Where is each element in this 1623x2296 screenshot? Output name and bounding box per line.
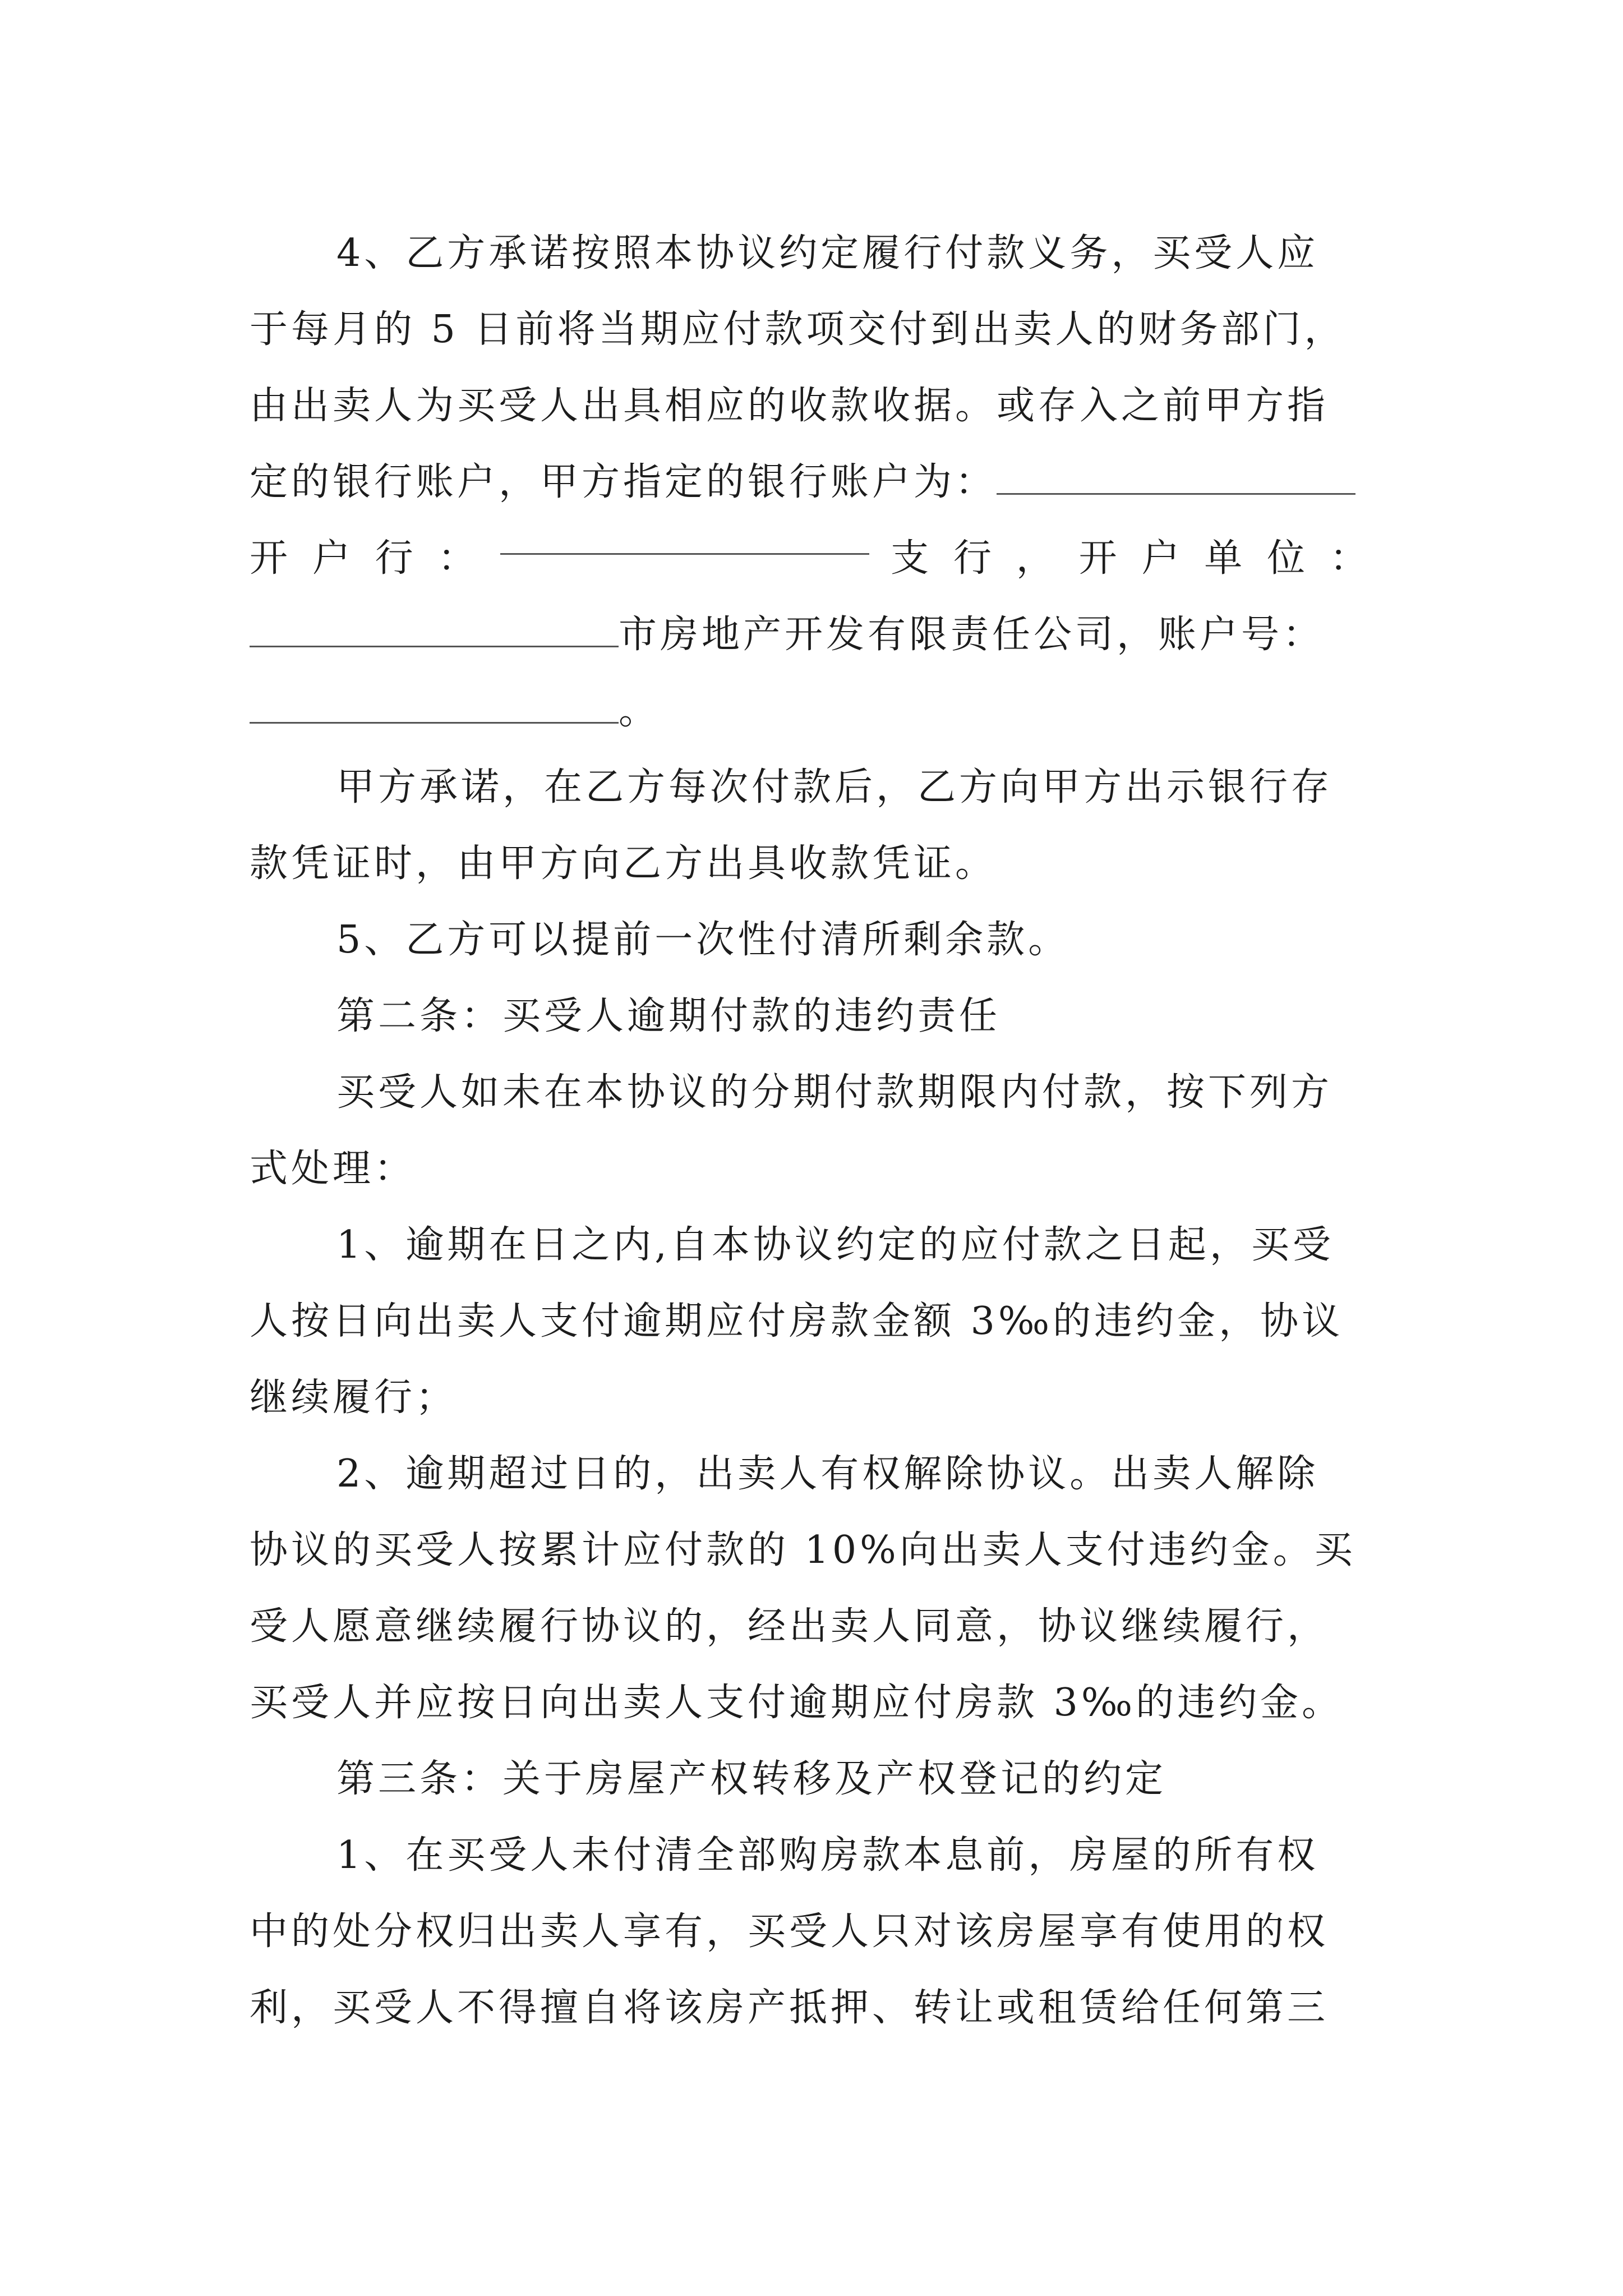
clause-4-line-3: 由出卖人为买受人出具相应的收款收据。或存入之前甲方指 (250, 384, 1329, 428)
char-hu: 户 (312, 536, 354, 581)
clause-4-line-1: 4、乙方承诺按照本协议约定履行付款义务，买受人应 (336, 231, 1319, 275)
article-2-heading: 第二条：买受人逾期付款的违约责任 (336, 994, 1001, 1038)
article-2-item-2-line-2: 协议的买受人按累计应付款的 10%向出卖人支付违约金。买 (250, 1528, 1356, 1572)
account-unit-blank (250, 613, 619, 647)
char-kai-2: 开 (1078, 536, 1121, 581)
clause-4-line-2: 于每月的 5 日前将当期应付款项交付到出卖人的财务部门， (250, 307, 1346, 352)
bank-branch-blank (500, 521, 869, 555)
clause-4-line-4 (250, 444, 1371, 521)
article-2-item-2-line-4: 买受人并应按日向出卖人支付逾期应付房款 3‰的违约金。 (250, 1681, 1344, 1725)
article-3-item-1-line-3: 利，买受人不得擅自将该房产抵押、转让或租赁给任何第三 (250, 1986, 1329, 2030)
article-2-intro-line-2: 式处理： (250, 1147, 416, 1191)
account-number-line (250, 673, 1371, 749)
party-a-promise-line-2: 款凭证时，由甲方向乙方出具收款凭证。 (250, 841, 997, 886)
party-a-promise-line-1: 甲方承诺，在乙方每次付款后，乙方向甲方出示银行存 (336, 765, 1333, 809)
contract-body (250, 215, 1371, 2046)
bank-branch-line (250, 521, 1371, 597)
char-hu-2: 户 (1141, 536, 1183, 581)
char-comma: ， (1016, 536, 1058, 581)
article-2-item-2-line-1: 2、逾期超过日的，出卖人有权解除协议。出卖人解除 (336, 1452, 1319, 1496)
char-zhi: 支 (891, 536, 933, 581)
account-unit-line (250, 597, 1371, 673)
char-colon: ： (437, 536, 479, 581)
article-2-item-1-line-2: 人按日向出卖人支付逾期应付房款金额 3‰的违约金，协议 (250, 1299, 1344, 1343)
period-mark: 。 (619, 689, 661, 733)
article-2-item-2-line-3: 受人愿意继续履行协议的，经出卖人同意，协议继续履行， (250, 1604, 1329, 1649)
article-3-item-1-line-1: 1、在买受人未付清全部购房款本息前，房屋的所有权 (336, 1833, 1319, 1878)
char-hang: 行 (375, 536, 417, 581)
account-number-blank (997, 461, 1355, 495)
account-no-blank (250, 689, 619, 724)
account-unit-label: 市房地产开发有限责任公司，账户号： (619, 613, 1325, 657)
article-2-item-1-line-1: 1、逾期在日之内,自本协议约定的应付款之日起，买受 (336, 1223, 1334, 1267)
char-kai: 开 (250, 536, 292, 581)
char-hang-2: 行 (953, 536, 995, 581)
account-label: 定的银行账户，甲方指定的银行账户为： (250, 460, 997, 504)
article-2-item-1-line-3: 继续履行； (250, 1375, 458, 1420)
char-wei: 位 (1267, 536, 1309, 581)
char-dan: 单 (1204, 536, 1246, 581)
article-3-heading: 第三条：关于房屋产权转移及产权登记的约定 (336, 1757, 1167, 1801)
article-2-intro-line-1: 买受人如未在本协议的分期付款期限内付款，按下列方 (336, 1070, 1333, 1115)
clause-5: 5、乙方可以提前一次性付清所剩余款。 (336, 918, 1070, 962)
article-3-item-1-line-2: 中的处分权归出卖人享有，买受人只对该房屋享有使用的权 (250, 1910, 1329, 1954)
char-colon-2: ： (1329, 536, 1371, 581)
